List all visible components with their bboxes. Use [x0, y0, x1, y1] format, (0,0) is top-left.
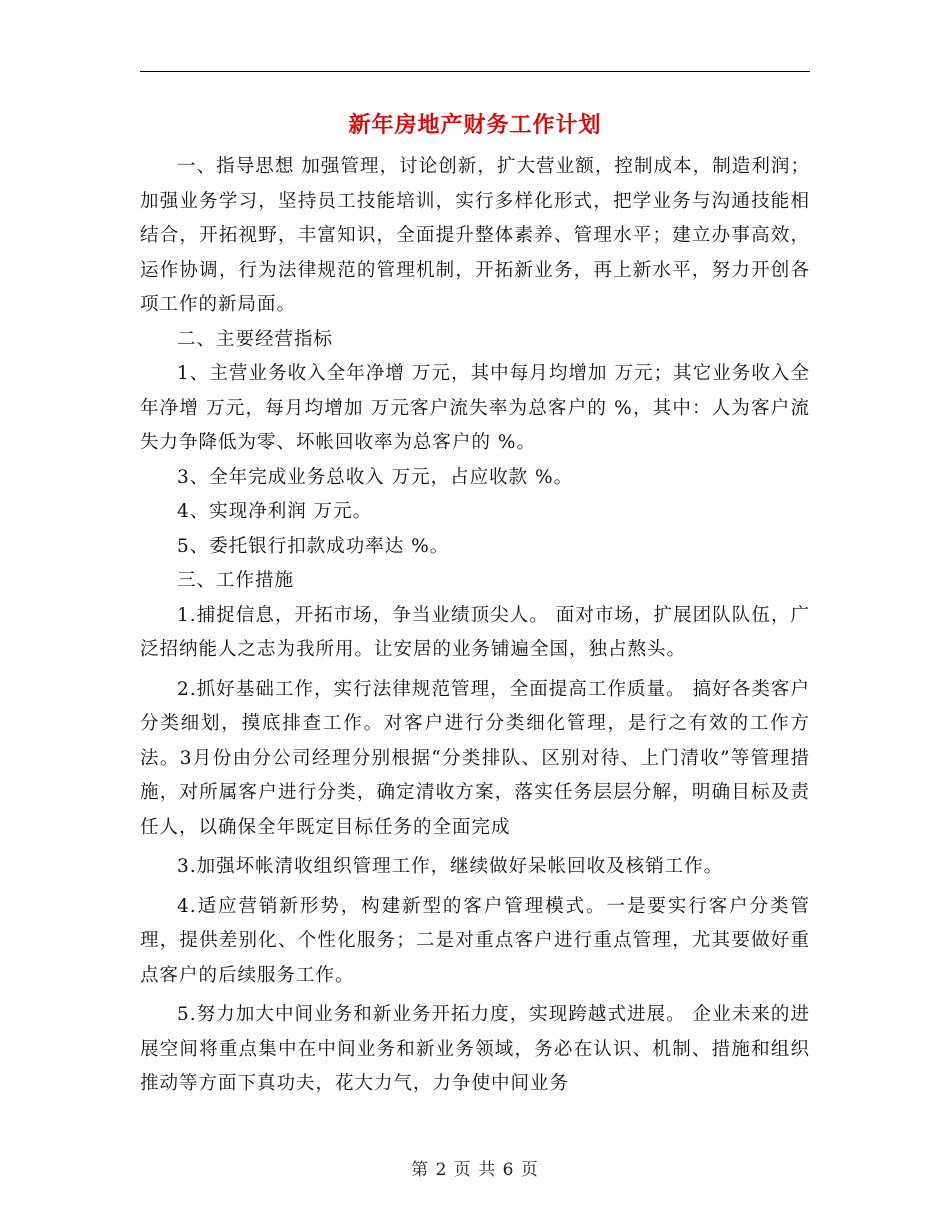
- document-body: [140, 150, 810, 1102]
- section-heading-measures: 三、工作措施: [177, 570, 295, 591]
- paragraph-indicator-1: 1、主营业务收入全年净增 万元，其中每月均增加 万元；其它业务收入全年净增 万元，每月均增加 万元客户流失率为总客户的 %，其中：人为客户流失力争降低为零、坏帐回收率为总客户的 %。: [140, 363, 810, 453]
- page-number-footer: 第 2 页 共 6 页: [411, 1160, 539, 1180]
- paragraph-indicator-4: 4、实现净利润 万元。: [177, 501, 373, 522]
- paragraph-measure-1: 1.捕捉信息，开拓市场，争当业绩顶尖人。 面对市场，扩展团队队伍，广泛招纳能人之志为我所用。让安居的业务铺遍全国，独占熬头。: [140, 604, 810, 660]
- paragraph-indicator-5: 5、委托银行扣款成功率达 %。: [177, 535, 450, 557]
- paragraph-indicator-3: 3、全年完成业务总收入 万元，占应收款 %。: [177, 466, 574, 488]
- paragraph-measure-2: 2.抓好基础工作，实行法律规范管理，全面提高工作质量。 搞好各类客户分类细划，摸底排查工作。对客户进行分类细化管理，是行之有效的工作方法。3月份由分公司经理分别根据“分类排队、区别对待、上门清收”等管理措施，对所属客户进行分类，确定清收方案，落实任务层层分解，明确目标及责任人，以确保全年既定目标任务的全面完成: [140, 678, 810, 838]
- paragraph-measure-5: 5.努力加大中间业务和新业务开拓力度，实现跨越式进展。 企业未来的进展空间将重点集中在中间业务和新业务领域，务必在认识、机制、措施和组织推动等方面下真功夫，花大力气，力争使中间业务: [140, 1004, 810, 1094]
- section-heading-indicators: 二、主要经营指标: [177, 328, 334, 350]
- paragraph-guiding-principle: 一、指导思想 加强管理，讨论创新，扩大营业额，控制成本，制造利润；加强业务学习，坚持员工技能培训，实行多样化形式，把学业务与沟通技能相结合，开拓视野，丰富知识，全面提升整体素养、管理水平；建立办事高效，运作协调，行为法律规范的管理机制，开拓新业务，再上新水平，努力开创各项工作的新局面。: [140, 156, 810, 315]
- paragraph-measure-3: 3.加强坏帐清收组织管理工作，继续做好呆帐回收及核销工作。: [177, 856, 724, 877]
- header-rule: [140, 71, 810, 72]
- paragraph-measure-4: 4.适应营销新形势，构建新型的客户管理模式。一是要实行客户分类管理，提供差别化、个性化服务；二是对重点客户进行重点管理，尤其要做好重点客户的后续服务工作。: [140, 895, 810, 986]
- document-title: 新年房地产财务工作计划: [348, 112, 602, 138]
